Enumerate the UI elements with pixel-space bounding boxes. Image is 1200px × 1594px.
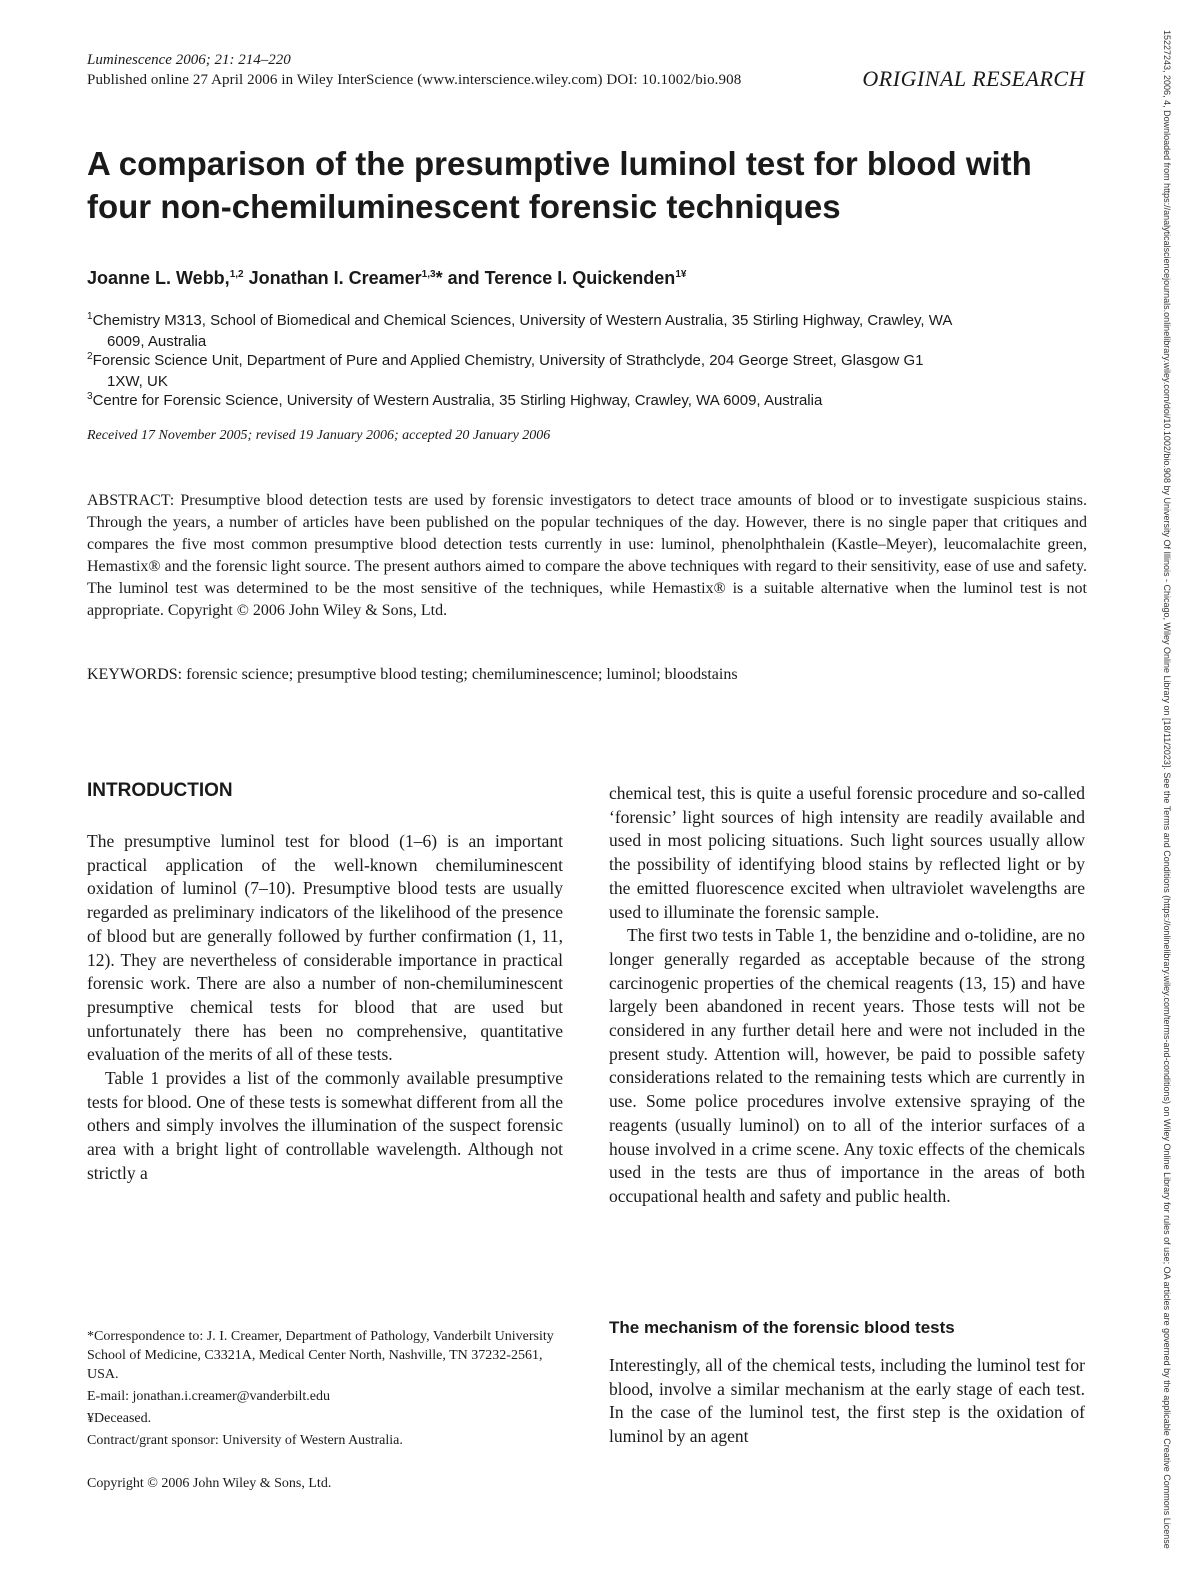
intro-heading: INTRODUCTION bbox=[87, 780, 233, 801]
intro-paragraph-1: The presumptive luminol test for blood (1–6) is an important practical application of the well-known chemiluminescent oxidation of luminol (7–10). Presumptive blood tests are usually regarded as preliminary indicators of the likelihood of the presence of blood but are generally followed by further confirmation (1, 11, 12). They are nevertheless of considerable importance in practical forensic work. There are also a number of non-chemiluminescent presumptive chemical tests for blood that are used but unfortunately there has been no comprehensive, quantitative evaluation of the merits of all of these tests. bbox=[87, 831, 563, 1065]
author-creamer: Jonathan I. Creamer bbox=[243, 268, 422, 288]
author-list: Joanne L. Webb,$^{1,2}$ Jonathan I. Creamer$^{1,3}$* and Terence I. Quickenden$^{1¥}$ bbox=[87, 268, 687, 288]
mechanism-paragraph: Interestingly, all of the chemical tests, including the luminol test for blood, involve a similar mechanism at the early stage of each test. In the case of the luminol test, the first step is the oxidation of luminol by an agent bbox=[609, 1355, 1085, 1447]
sponsor-note: Contract/grant sponsor: University of Western Australia. bbox=[87, 1433, 403, 1448]
copyright: Copyright © 2006 John Wiley & Sons, Ltd. bbox=[87, 1476, 332, 1491]
left-column bbox=[87, 830, 563, 1186]
download-side-strip: 15227243, 2006, 4, Downloaded from https://analyticalsciencejournals.onlinelibrary.wiley.com/doi/10.1002/bio.908 by University Of Illinois - Chicago, Wiley Online Library on [18/11/2023]. See the Terms and Conditions (https://onlinelibrary.wiley.com/terms-and-conditions) on Wiley Online Library for rules of use; OA articles are governed by the applicable Creative Commons License bbox=[1162, 30, 1172, 1549]
section-tag: ORIGINAL RESEARCH bbox=[862, 66, 1085, 91]
author-webb: Joanne L. Webb, bbox=[87, 268, 230, 288]
right-paragraph-2: The first two tests in Table 1, the benzidine and o-tolidine, are no longer generally regarded as acceptable because of the strong carcinogenic properties of the chemical reagents (13, 15) and have largely been abandoned in recent years. Those tests will not be considered in any further detail here and were not included in the present study. Attention will, however, be paid to possible safety considerations related to the remaining tests which are currently in use. Some police procedures involve extensive spraying of the reagents (usually luminol) on to all of the interior surfaces of a house involved in a crime scene. Any toxic effects of the chemicals used in the tests are thus of importance in the areas of both occupational health and safety and public health. bbox=[609, 925, 1085, 1206]
journal-citation: Luminescence 2006; 21: 214–220 bbox=[87, 52, 291, 68]
mechanism-heading: The mechanism of the forensic blood tests bbox=[609, 1318, 955, 1337]
intro-paragraph-2: Table 1 provides a list of the commonly available presumptive tests for blood. One of these tests is somewhat different from all the others and simply involves the illumination of the suspect forensic area with a bright light of controllable wavelength. Although not strictly a bbox=[87, 1068, 563, 1183]
received-dates: Received 17 November 2005; revised 19 January 2006; accepted 20 January 2006 bbox=[87, 428, 551, 443]
footnotes bbox=[87, 1327, 563, 1453]
affiliation-2: $^2$Forensic Science Unit, Department of Pure and Applied Chemistry, University of Strathclyde, 204 George Street, Glasgow G1 1XW, UK bbox=[87, 351, 924, 390]
paper-title: A comparison of the presumptive luminol test for blood with four non-chemiluminescent forensic techniques bbox=[87, 145, 1032, 225]
keywords: KEYWORDS: forensic science; presumptive blood testing; chemiluminescence; luminol; bloodstains bbox=[87, 666, 738, 683]
mechanism-column bbox=[609, 1354, 1085, 1449]
deceased-note: ¥Deceased. bbox=[87, 1411, 152, 1426]
email-note: E-mail: jonathan.i.creamer@vanderbilt.edu bbox=[87, 1389, 331, 1404]
affiliation-1: $^1$Chemistry M313, School of Biomedical and Chemical Sciences, University of Western Australia, 35 Stirling Highway, Crawley, WA 6009, Australia bbox=[87, 311, 953, 350]
publication-line: Published online 27 April 2006 in Wiley InterScience (www.interscience.wiley.com) DOI: 10.1002/bio.908 bbox=[87, 72, 742, 88]
right-paragraph-1: chemical test, this is quite a useful forensic procedure and so-called ‘forensic’ light sources of high intensity are readily available and used in most policing situations. Such light sources usually allow the possibility of identifying blood stains by reflected light or by the emitted fluorescence excited when ultraviolet wavelengths are used to illuminate the forensic sample. bbox=[609, 783, 1085, 922]
right-column bbox=[609, 782, 1085, 1209]
abstract: ABSTRACT: Presumptive blood detection tests are used by forensic investigators to detect trace amounts of blood or to investigate suspicious stains. Through the years, a number of articles have been published on the popular techniques of the day. However, there is no single paper that critiques and compares the five most common presumptive blood detection tests currently in use: luminol, phenolphthalein (Kastle–Meyer), leucomalachite green, Hemastix® and the forensic light source. The present authors aimed to compare the above techniques with regard to their sensitivity, ease of use and safety. The luminol test was determined to be the most sensitive of the techniques, while Hemastix® is a suitable alternative when the luminol test is not appropriate. Copyright © 2006 John Wiley & Sons, Ltd. bbox=[87, 492, 1087, 619]
correspondence-note: *Correspondence to: J. I. Creamer, Department of Pathology, Vanderbilt University School of Medicine, C3321A, Medical Center North, Nashville, TN 37232-2561, USA. bbox=[87, 1329, 554, 1382]
affiliation-3: $^3$Centre for Forensic Science, University of Western Australia, 35 Stirling Highway, Crawley, WA 6009, Australia bbox=[87, 391, 823, 409]
author-quickenden: * and Terence I. Quickenden bbox=[435, 268, 676, 288]
